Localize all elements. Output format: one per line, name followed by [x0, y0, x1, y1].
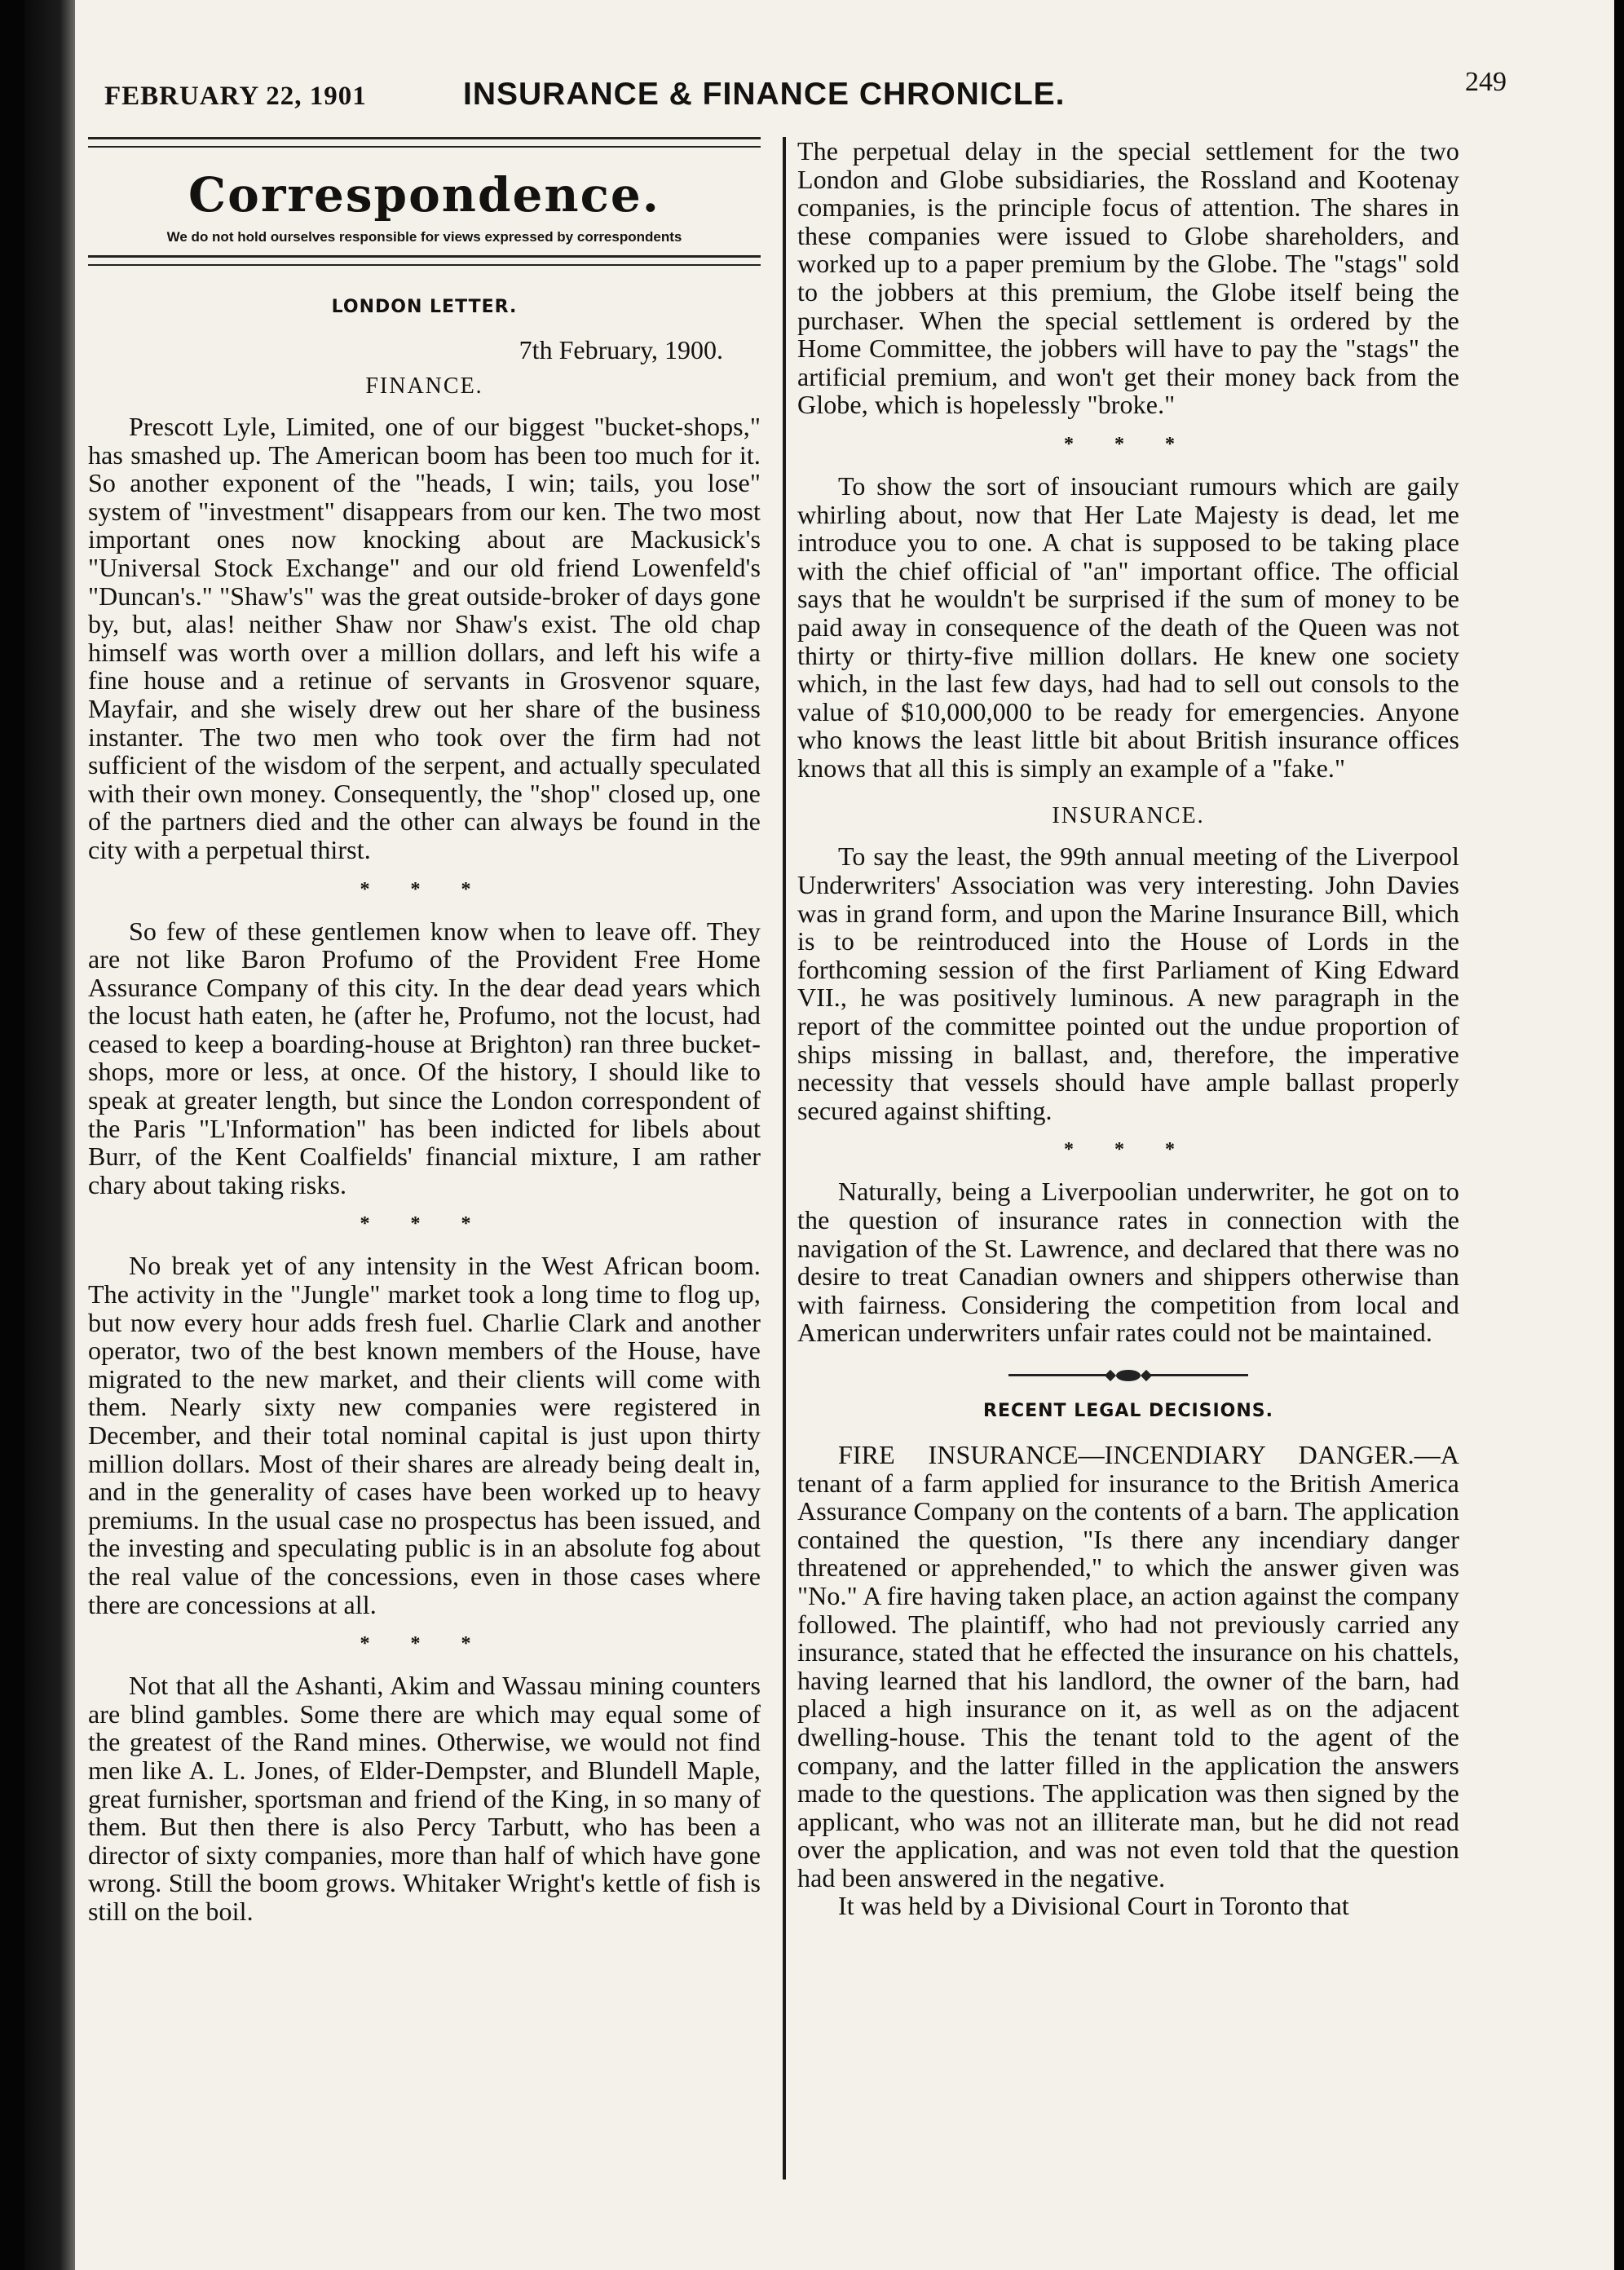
section-separator: * * *: [360, 1633, 489, 1655]
section-masthead: Correspondence.: [188, 167, 660, 223]
section-separator: * * *: [1064, 1139, 1193, 1161]
divider-dot: [1141, 1370, 1152, 1381]
left-column: [88, 137, 761, 1926]
article-paragraph: So few of these gentlemen know when to leave off. They are not like Baron Profumo of the Provident Free Home Assurance Company of this city. In the dear dead years which the locust hath eaten, he (after he, Profumo, not the locust, had ceased to keep a boarding-house at Brighton) ran three bucket-shops, more or less, at once. Of the history, I should like to speak at greater length, but since the London correspondent of the Paris "L'Information" has been indicted for libels about Burr, of the Kent Coalfields' financial mixture, I am rather chary about taking risks.: [88, 916, 761, 1199]
column-divider: [783, 137, 786, 2179]
newspaper-page: [24, 0, 1614, 2270]
issue-date: FEBRUARY 22, 1901: [104, 82, 367, 111]
article-paragraph: Prescott Lyle, Limited, one of our biggest "bucket-shops," has smashed up. The American boom has been too much for it. So another exponent of the "heads, I win; tails, you lose" system of "investment" disappears from our ken. The two most important ones now knocking about are Mackusick's "Universal Stock Exchange" and our old friend Lowenfeld's "Duncan's." "Shaw's" was the great outside-broker of days gone by, but, alas! neither Shaw nor Shaw's exist. The old chap himself was worth over a million dollars, and left his wife a fine house and a retinue of servants in Grosvenor square, Mayfair, and she wisely drew out her share of the business instanter. The two men who took over the firm had not sufficient of the wisdom of the serpent, and actually speculated with their own money. Consequently, the "shop" closed up, one of the partners died and the other can always be found in the city with a perpetual thirst.: [88, 412, 761, 864]
article-paragraph: Naturally, being a Liverpoolian underwriter, he got on to the question of insurance rates in connection with the navigation of the St. Lawrence, and declared that there was no desire to treat Canadian owners and shippers otherwise than with fairness. Considering the competition from local and American underwriters unfair rates could not be maintained.: [797, 1177, 1459, 1348]
legal-case-lead: FIRE INSURANCE—INCENDIARY DANGER.: [838, 1439, 1414, 1469]
article-paragraph: To show the sort of insouciant rumours which are gaily whirling about, now that Her Late Majesty is dead, let me introduce you to one. A chat is supposed to be taking place with the chief official of "an" important office. The official says that he wouldn't be surprised if the sum of money to be paid away in consequence of the death of the Queen was not thirty or thirty-five million dollars. He knew one society which, in the last few days, had had to sell out consols to the value of $10,000,000 to be ready for emergencies. Anyone who knows the least little bit about British insurance offices knows that all this is simply an example of a "fake.": [797, 470, 1459, 783]
article-paragraph: To say the least, the 99th annual meeting of the Liverpool Underwriters' Association was very interesting. John Davies was in grand form, and upon the Marine Insurance Bill, which is to be reintroduced into the House of Lords in the forthcoming session of the first Parliament of King Edward VII., he was positively luminous. A new paragraph in the report of the committee pointed out the undue proportion of ships missing in ballast, and, therefore, the imperative necessity that vessels should have ample ballast properly secured against shifting.: [797, 841, 1459, 1125]
legal-case-text: —A tenant of a farm applied for insurance to the British America Assurance Company on the contents of a barn. The application contained the question, "Is there any incendiary danger threatened or apprehended," to which the answer given was "No." A fire having taken place, an action against the company followed. The plaintiff, who had not previously carried any insurance, stated that he effected the insurance on his chattels, having learned that his landlord, the owner of the barn, had placed a high insurance on it, as well as on the adjacent dwelling-house. This the tenant told to the agent of the company, and the latter filled in the application the answers made to the questions. The application was then signed by the applicant, who was not an illiterate man, but he did not read over the application, and was not even told that the question had been answered in the negative.: [797, 1439, 1459, 1892]
page-binding-shadow: [24, 0, 75, 2270]
ornamental-divider: [797, 1370, 1459, 1381]
article-paragraph: No break yet of any intensity in the West African boom. The activity in the "Jungle" market took a long time to flog up, but now every hour adds fresh fuel. Charlie Clark and another operator, two of the best known members of the House, have migrated to the new market, and their clients will come with them. Nearly sixty new companies were registered in December, and their total nominal capital is just upon thirty million dollars. Most of their shares are already being dealt in, and in the generality of cases have been worked up to heavy premiums. In the usual case no prospectus has been issued, and the investing and speculating public is in an absolute fog about the real value of the concessions, even in those cases where there are concessions at all.: [88, 1251, 761, 1619]
section-separator: * * *: [360, 1213, 489, 1235]
section-separator: * * *: [1064, 433, 1193, 455]
divider-line: [1008, 1374, 1106, 1376]
legal-paragraph: It was held by a Divisional Court in Toronto that: [838, 1891, 1349, 1921]
article-dateline: 7th February, 1900.: [519, 335, 723, 364]
article-paragraph: The perpetual delay in the special settlement for the two London and Globe subsidiaries, the Rossland and Kootenay companies, is the principle focus of attention. The shares in these companies were issued to Globe shareholders, and worked up to a paper premium by the Globe. The "stags" sold to the jobbers at this premium, the Globe itself being the purchaser. When the special settlement is ordered by the Home Committee, the jobbers will have to pay the "stags" the artificial premium, and won't get their money back from the Globe, which is hopelessly "broke.": [797, 136, 1459, 420]
running-header: [104, 67, 1507, 124]
finance-subheading: FINANCE.: [365, 373, 483, 399]
divider-dot: [1105, 1370, 1116, 1381]
divider-center-ornament: [1116, 1370, 1141, 1381]
masthead-double-rule: [88, 255, 761, 266]
top-double-rule: [88, 137, 761, 148]
publication-title: INSURANCE & FINANCE CHRONICLE.: [463, 77, 1066, 112]
page-number: 249: [1465, 67, 1507, 97]
legal-paragraph: [797, 1441, 1459, 1892]
article-paragraph: Not that all the Ashanti, Akim and Wassau mining counters are blind gambles. Some there are which may equal some of the greatest of the Rand mines. Otherwise, we would not find men like A. L. Jones, of Elder-Dempster, and Blundell Maple, great furnisher, sportsman and friend of the King, in so many of them. But then there is also Percy Tarbutt, who has been a director of sixty companies, more than half of which have gone wrong. Still the boom grows. Whitaker Wright's kettle of fish is still on the boil.: [88, 1671, 761, 1926]
editorial-disclaimer: We do not hold ourselves responsible for views expressed by correspondents: [166, 229, 682, 245]
article-title: LONDON LETTER.: [331, 297, 518, 317]
right-column: [797, 137, 1459, 1920]
section-separator: * * *: [360, 878, 489, 900]
divider-line: [1150, 1374, 1248, 1376]
legal-section-title: RECENT LEGAL DECISIONS.: [983, 1400, 1273, 1421]
insurance-subheading: INSURANCE.: [1052, 803, 1205, 829]
